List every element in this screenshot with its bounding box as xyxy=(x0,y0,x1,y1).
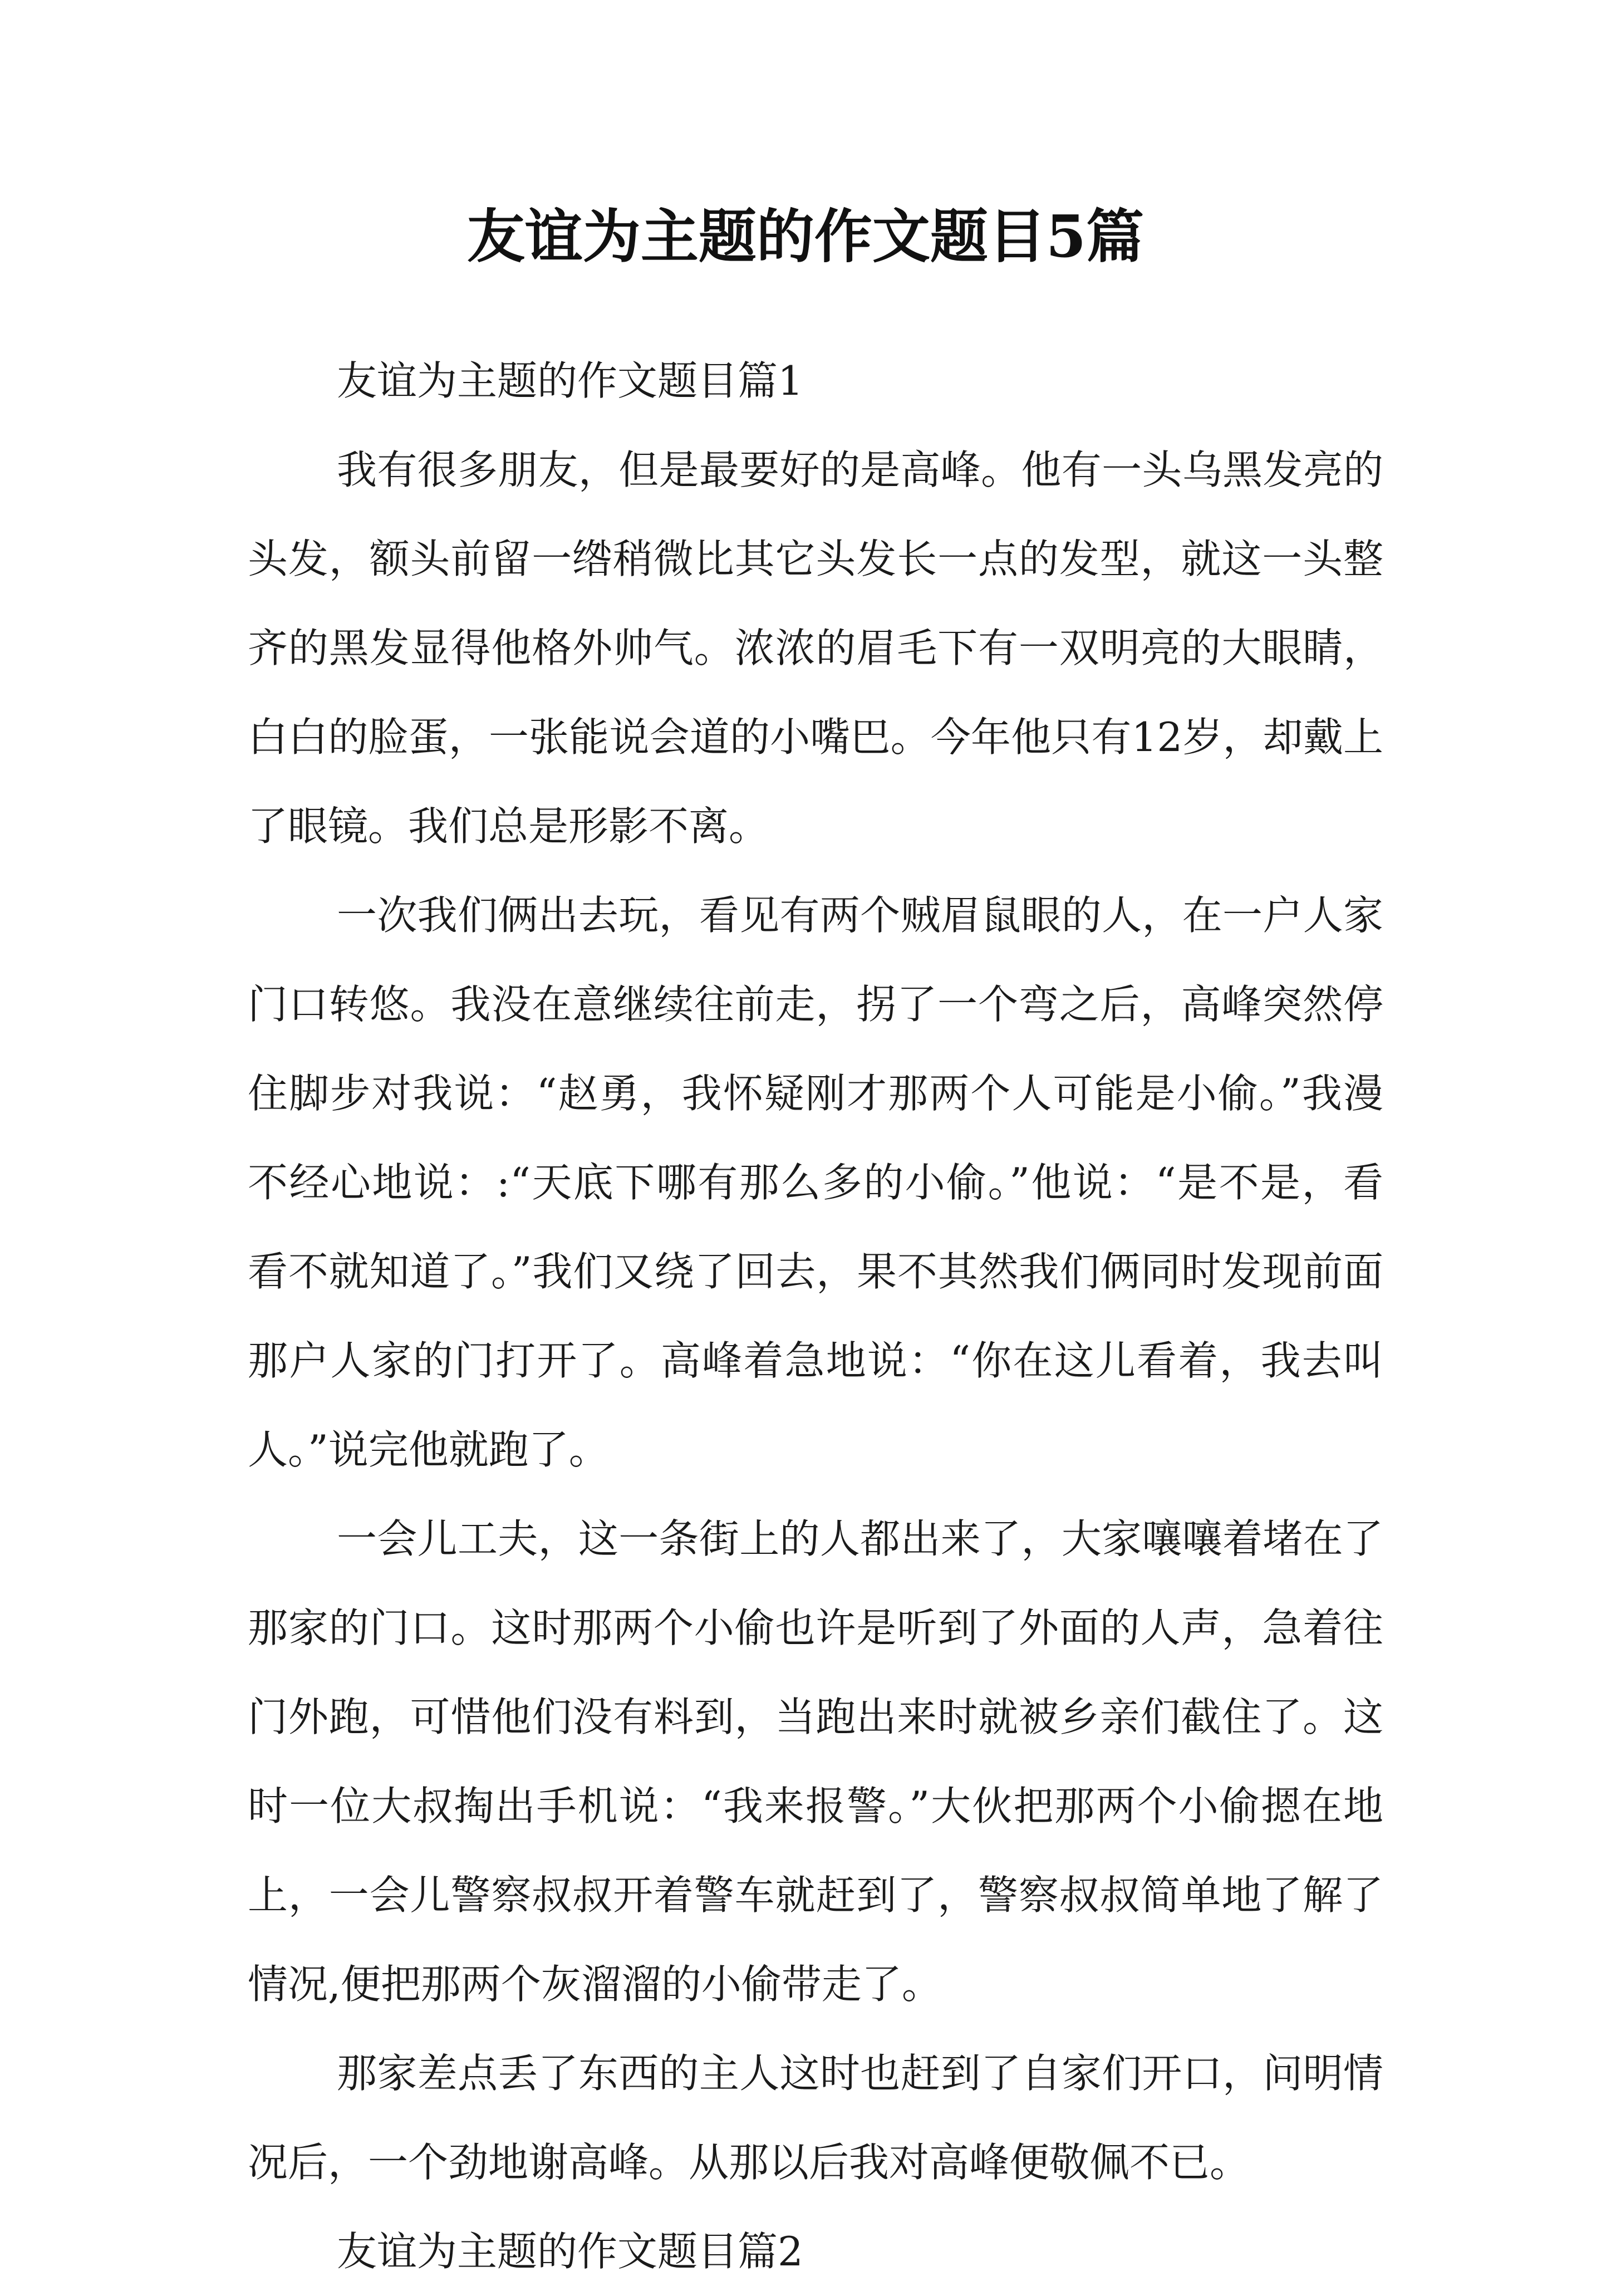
paragraph-1: 我有很多朋友，但是最要好的是高峰。他有一头乌黑发亮的头发，额头前留一绺稍微比其它头发长一点的发型，就这一头整齐的黑发显得他格外帅气。浓浓的眉毛下有一双明亮的大眼睛，白白的脸蛋，一张能说会道的小嘴巴。今年他只有12岁，却戴上了眼镜。我们总是形影不离。 xyxy=(248,447,1383,850)
paragraph-3: 一会儿工夫，这一条街上的人都出来了，大家嚷嚷着堵在了那家的门口。这时那两个小偷也许是听到了外面的人声，急着往门外跑，可惜他们没有料到，当跑出来时就被乡亲们截住了。这时一位大叔掏出手机说：“我来报警。”大伙把那两个小偷摁在地上，一会儿警察叔叔开着警车就赶到了，警察叔叔简单地了解了情况,便把那两个灰溜溜的小偷带走了。 xyxy=(248,1515,1383,2008)
paragraph-2: 一次我们俩出去玩，看见有两个贼眉鼠眼的人，在一户人家门口转悠。我没在意继续往前走，拐了一个弯之后，高峰突然停住脚步对我说：“赵勇，我怀疑刚才那两个人可能是小偷。”我漫不经心地说：:“天底下哪有那么多的小偷。”他说：“是不是，看看不就知道了。”我们又绕了回去，果不其然我们俩同时发现前面那户人家的门打开了。高峰着急地说：“你在这儿看着，我去叫人。”说完他就跑了。 xyxy=(248,892,1383,1473)
section-heading-1: 友谊为主题的作文题目篇1 xyxy=(337,357,803,404)
document-title: 友谊为主题的作文题目5篇 xyxy=(466,202,1145,271)
document-body xyxy=(248,336,1383,2296)
section-heading-2: 友谊为主题的作文题目篇2 xyxy=(337,2228,803,2275)
paragraph-4: 那家差点丢了东西的主人这时也赶到了自家们开口，问明情况后，一个劲地谢高峰。从那以后我对高峰便敬佩不已。 xyxy=(248,2050,1383,2186)
